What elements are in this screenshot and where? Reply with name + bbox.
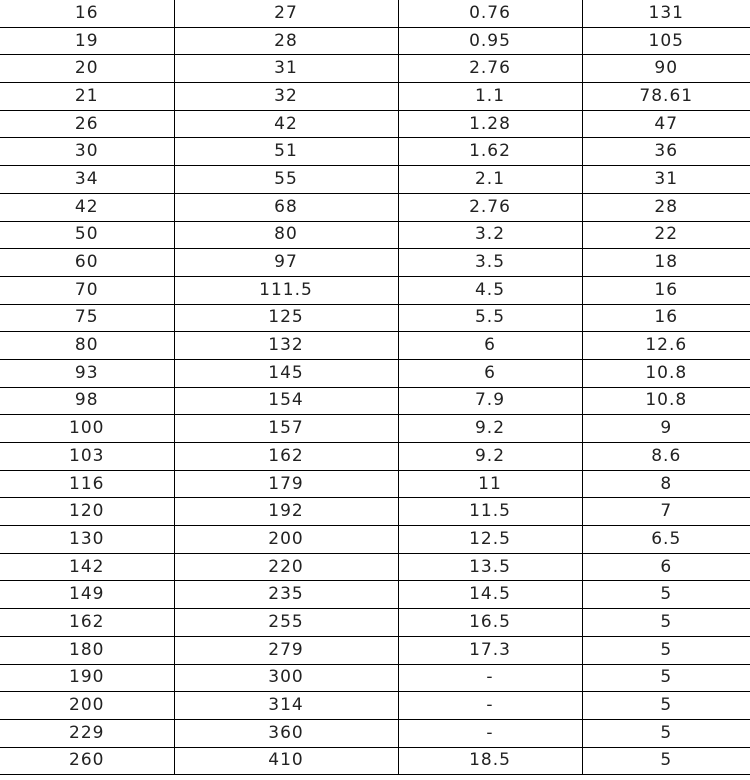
table-cell-col-3: 2.1 [398, 166, 582, 194]
table-cell-col-4: 9 [582, 415, 750, 443]
table-cell-col-1: 42 [0, 193, 174, 221]
table-cell-col-1: 103 [0, 443, 174, 471]
table-cell-col-4: 131 [582, 0, 750, 27]
table-row [0, 719, 750, 747]
table-cell-col-4: 5 [582, 609, 750, 637]
table-cell-col-1: 116 [0, 470, 174, 498]
table-cell-col-4: 90 [582, 55, 750, 83]
table-cell-col-4: 5 [582, 636, 750, 664]
table-cell-col-4: 78.61 [582, 83, 750, 111]
table-row [0, 470, 750, 498]
table-row [0, 747, 750, 775]
table-cell-col-3: 6 [398, 359, 582, 387]
table-row [0, 249, 750, 277]
table-cell-col-1: 93 [0, 359, 174, 387]
table-cell-col-2: 192 [174, 498, 398, 526]
table-cell-col-4: 5 [582, 664, 750, 692]
table-cell-col-2: 200 [174, 526, 398, 554]
table-row [0, 387, 750, 415]
table-cell-col-1: 229 [0, 719, 174, 747]
table-cell-col-2: 97 [174, 249, 398, 277]
table-cell-col-1: 30 [0, 138, 174, 166]
table-row [0, 55, 750, 83]
table-cell-col-2: 410 [174, 747, 398, 775]
table-cell-col-1: 162 [0, 609, 174, 637]
table-cell-col-3: 0.95 [398, 27, 582, 55]
table-row [0, 83, 750, 111]
table-cell-col-3: 0.76 [398, 0, 582, 27]
table-cell-col-2: 111.5 [174, 276, 398, 304]
table-row [0, 0, 750, 27]
table-cell-col-1: 98 [0, 387, 174, 415]
table-row [0, 276, 750, 304]
table-cell-col-3: 1.1 [398, 83, 582, 111]
table-cell-col-2: 145 [174, 359, 398, 387]
table-cell-col-1: 100 [0, 415, 174, 443]
table-cell-col-2: 68 [174, 193, 398, 221]
table-cell-col-1: 60 [0, 249, 174, 277]
table-row [0, 581, 750, 609]
table-cell-col-2: 125 [174, 304, 398, 332]
table-cell-col-2: 157 [174, 415, 398, 443]
table-cell-col-2: 42 [174, 110, 398, 138]
table-row [0, 332, 750, 360]
table-row [0, 110, 750, 138]
table-cell-col-4: 31 [582, 166, 750, 194]
table-cell-col-1: 21 [0, 83, 174, 111]
table-cell-col-1: 75 [0, 304, 174, 332]
table-cell-col-3: 7.9 [398, 387, 582, 415]
table-row [0, 664, 750, 692]
table-cell-col-2: 300 [174, 664, 398, 692]
table-row [0, 526, 750, 554]
table-cell-col-3: 2.76 [398, 193, 582, 221]
table-cell-col-1: 180 [0, 636, 174, 664]
table-cell-col-3: 13.5 [398, 553, 582, 581]
table-row [0, 359, 750, 387]
table-cell-col-1: 120 [0, 498, 174, 526]
table-cell-col-3: 18.5 [398, 747, 582, 775]
table-row [0, 415, 750, 443]
table-cell-col-4: 5 [582, 581, 750, 609]
table-cell-col-2: 360 [174, 719, 398, 747]
table-cell-col-2: 235 [174, 581, 398, 609]
table-cell-col-3: 1.62 [398, 138, 582, 166]
table-cell-col-4: 36 [582, 138, 750, 166]
table-cell-col-4: 10.8 [582, 359, 750, 387]
table-cell-col-1: 70 [0, 276, 174, 304]
table-cell-col-3: - [398, 692, 582, 720]
table-cell-col-3: - [398, 719, 582, 747]
table-row [0, 553, 750, 581]
table-row [0, 443, 750, 471]
table-cell-col-2: 31 [174, 55, 398, 83]
table-cell-col-2: 132 [174, 332, 398, 360]
table-cell-col-1: 26 [0, 110, 174, 138]
table-cell-col-1: 130 [0, 526, 174, 554]
table-cell-col-2: 27 [174, 0, 398, 27]
table-cell-col-4: 47 [582, 110, 750, 138]
table-cell-col-4: 8 [582, 470, 750, 498]
table-cell-col-3: 9.2 [398, 443, 582, 471]
table-cell-col-2: 28 [174, 27, 398, 55]
table-cell-col-4: 8.6 [582, 443, 750, 471]
table-cell-col-4: 5 [582, 719, 750, 747]
table-cell-col-4: 5 [582, 692, 750, 720]
table-row [0, 27, 750, 55]
table-cell-col-3: 16.5 [398, 609, 582, 637]
table-cell-col-1: 80 [0, 332, 174, 360]
table-cell-col-2: 32 [174, 83, 398, 111]
table-cell-col-3: 1.28 [398, 110, 582, 138]
table-row [0, 609, 750, 637]
table-cell-col-4: 16 [582, 304, 750, 332]
table-cell-col-2: 314 [174, 692, 398, 720]
table-cell-col-2: 80 [174, 221, 398, 249]
table-cell-col-3: 11.5 [398, 498, 582, 526]
table-cell-col-3: 4.5 [398, 276, 582, 304]
table-cell-col-4: 18 [582, 249, 750, 277]
table-cell-col-4: 7 [582, 498, 750, 526]
table-cell-col-1: 50 [0, 221, 174, 249]
table-cell-col-3: 12.5 [398, 526, 582, 554]
table-cell-col-3: 14.5 [398, 581, 582, 609]
table-cell-col-1: 34 [0, 166, 174, 194]
table-cell-col-1: 16 [0, 0, 174, 27]
table-cell-col-3: 3.2 [398, 221, 582, 249]
table-cell-col-2: 279 [174, 636, 398, 664]
table-cell-col-3: 11 [398, 470, 582, 498]
table-cell-col-4: 105 [582, 27, 750, 55]
table-cell-col-3: 5.5 [398, 304, 582, 332]
table-cell-col-2: 162 [174, 443, 398, 471]
table-cell-col-2: 154 [174, 387, 398, 415]
table-cell-col-1: 149 [0, 581, 174, 609]
table-cell-col-2: 255 [174, 609, 398, 637]
table-row [0, 138, 750, 166]
table-cell-col-1: 190 [0, 664, 174, 692]
table-cell-col-4: 16 [582, 276, 750, 304]
table-cell-col-4: 6.5 [582, 526, 750, 554]
table-cell-col-4: 10.8 [582, 387, 750, 415]
table-row [0, 193, 750, 221]
table-row [0, 636, 750, 664]
table-cell-col-2: 220 [174, 553, 398, 581]
table-cell-col-3: - [398, 664, 582, 692]
table-cell-col-4: 22 [582, 221, 750, 249]
table-row [0, 221, 750, 249]
table-row [0, 304, 750, 332]
table-cell-col-3: 2.76 [398, 55, 582, 83]
table-cell-col-4: 5 [582, 747, 750, 775]
table-row [0, 498, 750, 526]
table-cell-col-3: 3.5 [398, 249, 582, 277]
table-cell-col-1: 19 [0, 27, 174, 55]
table-cell-col-1: 260 [0, 747, 174, 775]
table-cell-col-1: 20 [0, 55, 174, 83]
table-cell-col-3: 9.2 [398, 415, 582, 443]
table-cell-col-2: 51 [174, 138, 398, 166]
table-cell-col-2: 179 [174, 470, 398, 498]
table-cell-col-3: 6 [398, 332, 582, 360]
table-cell-col-2: 55 [174, 166, 398, 194]
table-cell-col-1: 142 [0, 553, 174, 581]
table-cell-col-4: 28 [582, 193, 750, 221]
table-cell-col-4: 6 [582, 553, 750, 581]
table-row [0, 692, 750, 720]
table-cell-col-3: 17.3 [398, 636, 582, 664]
table-row [0, 166, 750, 194]
table-cell-col-4: 12.6 [582, 332, 750, 360]
table-cell-col-1: 200 [0, 692, 174, 720]
